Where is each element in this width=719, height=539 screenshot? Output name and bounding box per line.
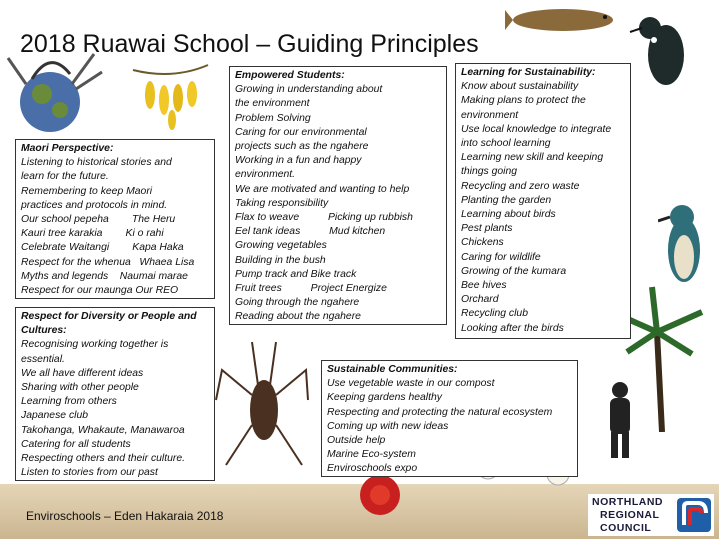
box-line: Kauri tree karakia Ki o rahi [21,228,164,240]
logo-line-3: COUNCIL [600,522,652,534]
box-line: Myths and legends Naumai marae [21,270,188,282]
box-line: environment. [235,169,296,181]
box-line: Coming up with new ideas [327,420,449,432]
box-line: learn for the future. [21,171,109,183]
box-line: Growing of the kumara [461,265,567,277]
box-line: essential. [21,353,65,365]
box-line: Japanese club [21,410,89,422]
box-line: Respect for our maunga Our REO [21,285,179,297]
box-heading: Maori Perspective: [21,143,114,154]
diversity-box [15,307,215,481]
box-line: Growing vegetables [235,240,327,252]
box-line: Know about sustainability [461,81,579,93]
kowhai-flower-illustration [128,60,218,140]
box-line: Listening to historical stories and [21,157,172,169]
box-line: Use vegetable waste in our compost [327,378,495,390]
box-line: Orchard [461,294,499,306]
box-line: things going [461,166,518,178]
box-line: We are motivated and wanting to help [235,183,410,195]
box-line: Taking responsibility [235,197,329,209]
box-line: Celebrate Waitangi Kapa Haka [21,242,184,254]
box-line: Caring for our environmental [235,126,367,138]
box-line: Eel tank ideas Mud kitchen [235,226,386,238]
box-line: Building in the bush [235,254,326,266]
box-line: Listen to stories from our past [21,467,158,479]
fish-illustration [505,0,623,38]
sustainability-box [455,63,631,339]
pohutukawa-flower-illustration [340,470,420,520]
box-line: Respecting and protecting the natural ecosystem [327,406,553,418]
box-line: Going through the ngahere [235,297,360,309]
box-line: Flax to weave Picking up rubbish [235,212,413,224]
logo-line-1: NORTHLAND [592,496,663,508]
box-line: into school learning [461,138,551,150]
box-line: Sharing with other people [21,382,139,394]
box-line: Respecting others and their culture. [21,453,186,465]
box-line: Remembering to keep Maori [21,185,153,197]
box-line: Recognising working together is [21,339,169,351]
box-line: Outside help [327,435,386,447]
box-line: We all have different ideas [21,367,144,379]
person-silhouette-illustration [600,380,640,460]
box-line: Learning about birds [461,209,556,221]
northland-regional-council-logo [588,494,714,536]
logo-line-2: REGIONAL [600,509,660,521]
box-line: Looking after the birds [461,322,564,334]
weta-insect-illustration [212,340,312,480]
box-line: Caring for wildlife [461,251,541,263]
box-heading: Sustainable Communities: [327,364,458,375]
tui-bird-illustration [628,10,698,100]
box-line: Enviroschools expo [327,463,418,475]
box-line: Learning from others [21,396,117,408]
box-line: Reading about the ngahere [235,311,361,323]
box-line: Fruit trees Project Energize [235,283,387,295]
box-line: Our school pepeha The Heru [21,214,176,226]
box-line: Planting the garden [461,194,552,206]
box-heading: Learning for Sustainability: [461,67,596,78]
box-line: Working in a fun and happy [235,155,362,167]
box-line: projects such as the ngahere [235,141,369,153]
empowered-students-box [229,66,447,325]
box-line: Recycling and zero waste [461,180,580,192]
box-heading: Respect for Diversity or People and [21,311,197,322]
page-title: 2018 Ruawai School – Guiding Principles [20,30,479,58]
sustainable-communities-box [321,360,578,477]
box-line: Use local knowledge to integrate [461,123,612,135]
box-line: Chickens [461,237,504,249]
box-line: the environment [235,98,310,110]
box-line: Problem Solving [235,112,311,124]
box-line: Growing in understanding about [235,84,383,96]
box-heading-line2: Cultures: [21,325,67,337]
box-line: Pump track and Bike track [235,268,357,280]
box-line: Marine Eco-system [327,449,416,461]
box-line: Making plans to protect the [461,95,586,107]
box-line: practices and protocols in mind. [21,199,168,211]
box-line: Keeping gardens healthy [327,392,442,404]
box-line: Learning new skill and keeping [461,152,604,164]
box-line: Catering for all students [21,438,131,450]
box-line: Bee hives [461,280,507,292]
box-line: Recycling club [461,308,528,320]
box-line: Respect for the whenua Whaea Lisa [21,256,195,268]
box-line: Takohanga, Whakaute, Manawaroa [21,424,185,436]
footer-credit: Enviroschools – Eden Hakaraia 2018 [26,509,224,523]
box-heading: Empowered Students: [235,70,345,81]
box-line: Pest plants [461,223,513,235]
maori-perspective-box [15,139,215,299]
council-emblem-icon [676,497,712,533]
box-line: environment [461,109,519,121]
